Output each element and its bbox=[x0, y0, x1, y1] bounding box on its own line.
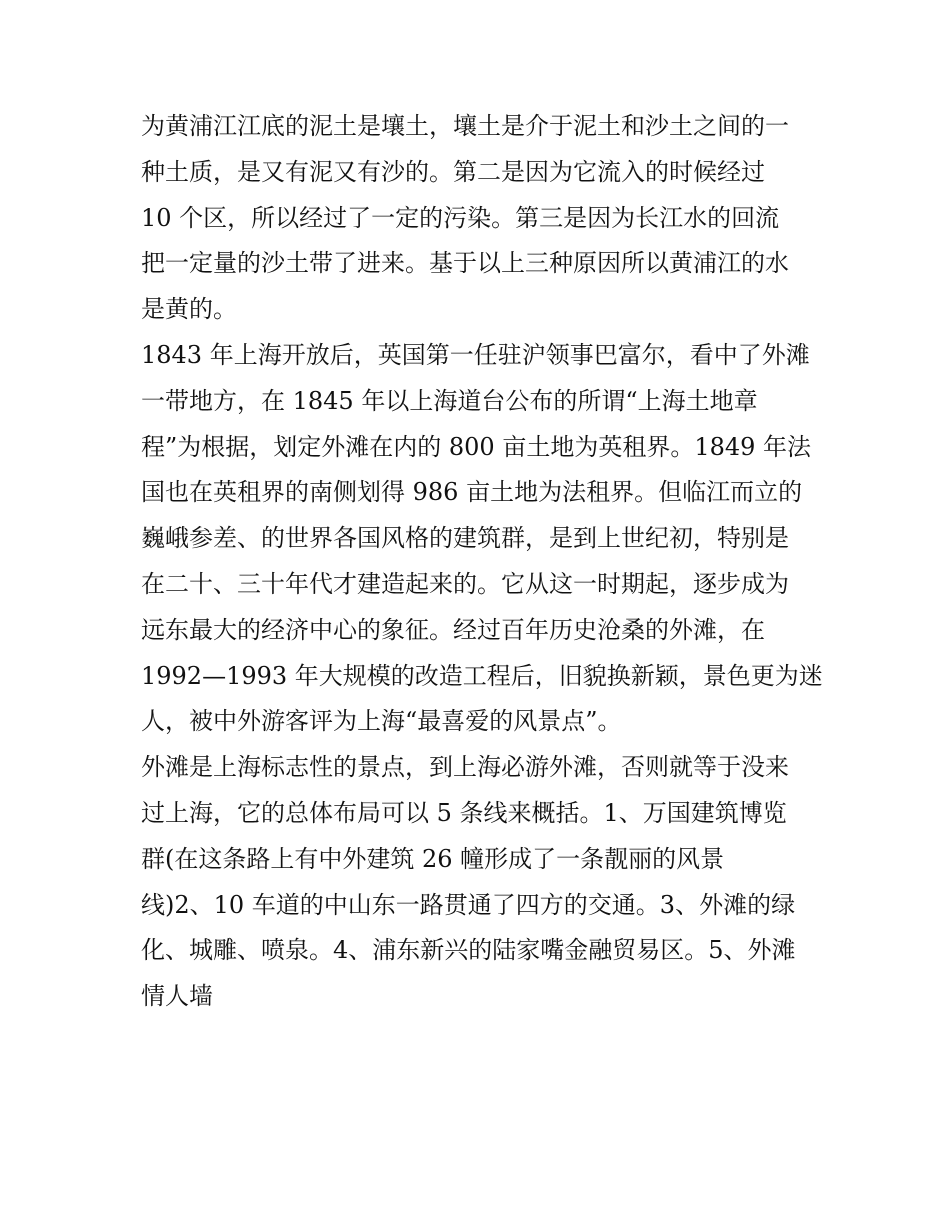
text-line: 1843 年上海开放后，英国第一任驻沪领事巴富尔，看中了外滩 bbox=[141, 340, 810, 369]
text-line: 过上海，它的总体布局可以 5 条线来概括。1、万国建筑博览 bbox=[141, 798, 787, 827]
text-line: 人，被中外游客评为上海“最喜爱的风景点”。 bbox=[141, 707, 622, 736]
text-line: 一带地方，在 1845 年以上海道台公布的所谓“上海土地章 bbox=[141, 386, 758, 415]
text-line: 为黄浦江江底的泥土是壤土，壤土是介于泥土和沙土之间的一 bbox=[141, 112, 789, 140]
text-line: 国也在英租界的南侧划得 986 亩土地为法租界。但临江而立的 bbox=[141, 478, 803, 507]
text-line: 在二十、三十年代才建造起来的。它从这一时期起，逐步成为 bbox=[141, 569, 789, 598]
text-line: 群(在这条路上有中外建筑 26 幢形成了一条靓丽的风景 bbox=[141, 844, 725, 873]
text-line: 是黄的。 bbox=[141, 295, 237, 324]
text-line: 1992—1993 年大规模的改造工程后，旧貌换新颖，景色更为迷 bbox=[141, 661, 823, 690]
text-line: 把一定量的沙土带了进来。基于以上三种原因所以黄浦江的水 bbox=[141, 249, 789, 278]
text-line: 情人墙 bbox=[141, 982, 213, 1011]
body-text bbox=[141, 104, 821, 1020]
text-line: 线)2、10 车道的中山东一路贯通了四方的交通。3、外滩的绿 bbox=[141, 890, 796, 919]
text-line: 化、城雕、喷泉。4、浦东新兴的陆家嘴金融贸易区。5、外滩 bbox=[141, 936, 796, 965]
text-line: 外滩是上海标志性的景点，到上海必游外滩，否则就等于没来 bbox=[141, 753, 789, 782]
text-line: 巍峨参差、的世界各国风格的建筑群，是到上世纪初，特别是 bbox=[141, 524, 789, 553]
text-line: 远东最大的经济中心的象征。经过百年历史沧桑的外滩，在 bbox=[141, 615, 765, 644]
text-line: 种土质，是又有泥又有沙的。第二是因为它流入的时候经过 bbox=[141, 157, 765, 186]
text-line: 程”为根据，划定外滩在内的 800 亩土地为英租界。1849 年法 bbox=[141, 432, 812, 461]
text-line: 10 个区，所以经过了一定的污染。第三是因为长江水的回流 bbox=[141, 203, 780, 232]
